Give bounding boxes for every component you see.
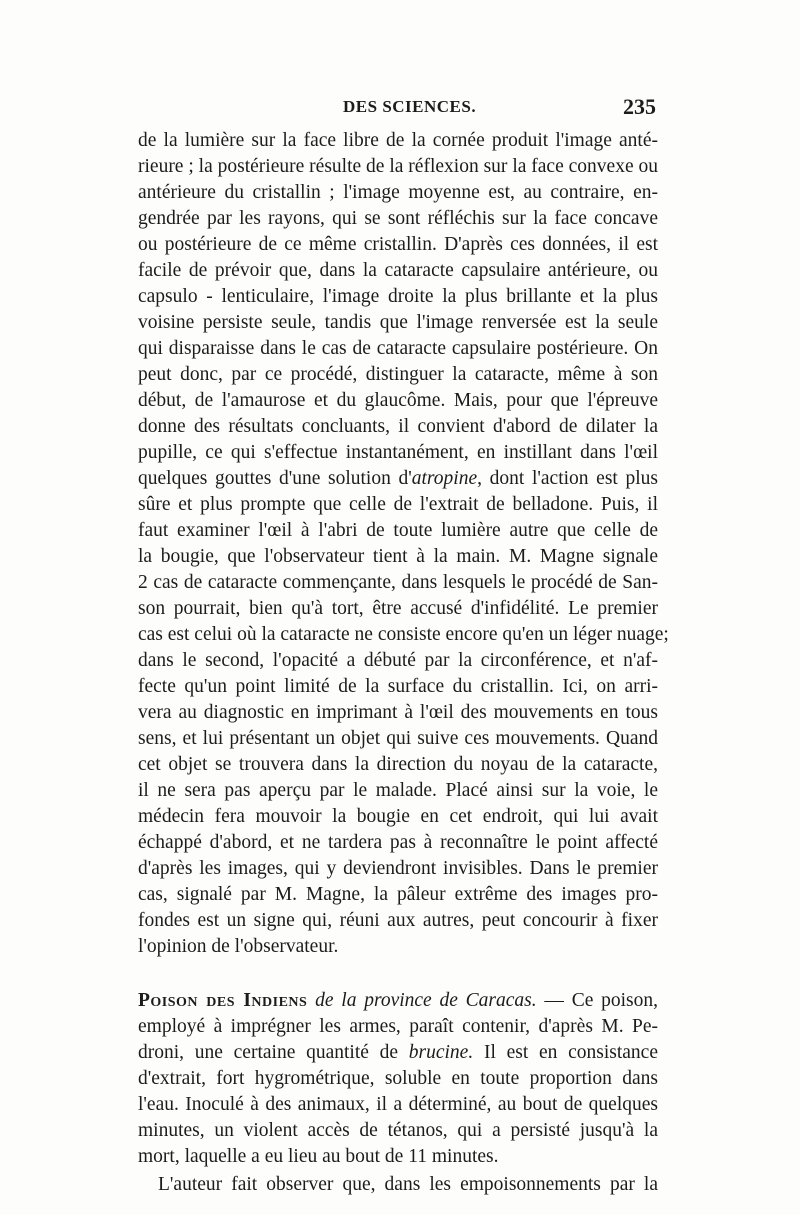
italic-term-brucine: brucine. [408,1042,474,1063]
text-line: ou postérieure de ce même cristallin. D'après ces données, il est [138,234,658,255]
text-line: qui disparaisse dans le cas de cataracte capsulaire postérieure. On [138,338,658,359]
text-line: l'eau. Inoculé à des animaux, il a déterminé, au bout de quelques [138,1094,658,1115]
text-line: d'extrait, fort hygrométrique, soluble en toute proportion dans [138,1068,658,1089]
text-line: faut examiner l'œil à l'abri de toute lumière autre que celle de [138,520,658,541]
text-line [138,1040,658,1066]
running-title: DES SCIENCES. [343,97,477,116]
text-fragment: Il est en consistance [473,1042,658,1063]
section-heading-line [138,988,658,1014]
text-line [138,466,658,492]
text-line: mort, laquelle a eu lieu au bout de 11 minutes. [138,1146,499,1167]
page-header [138,94,658,125]
text-line: dans le second, l'opacité a débuté par la circonférence, et n'af- [138,650,658,671]
italic-term-atropine: atropine [411,468,478,489]
text-fragment: quelques gouttes d'une solution d' [138,468,412,489]
text-line: gendrée par les rayons, qui se sont réfléchis sur la face concave [138,208,658,229]
section-heading-italic: de la province de Caracas. [315,990,537,1011]
text-line: fondes est un signe qui, réuni aux autres, peut concourir à fixer [138,910,658,931]
text-line: sûre et plus prompte que celle de l'extrait de belladone. Puis, il [138,494,658,515]
text-line: l'opinion de l'observateur. [138,936,339,957]
text-line: minutes, un violent accès de tétanos, qui a persisté jusqu'à la [138,1120,658,1141]
text-fragment: — Ce poison, [536,990,659,1011]
text-line: sens, et lui présentant un objet qui suive ces mouvements. Quand [138,728,658,749]
text-fragment: droni, une certaine quantité de [138,1042,409,1063]
text-line: cet objet se trouvera dans la direction du noyau de la cataracte, [138,754,658,775]
text-line: de la lumière sur la face libre de la cornée produit l'image anté- [138,130,658,151]
text-line: 2 cas de cataracte commençante, dans lesquels le procédé de San- [138,572,658,593]
text-line: antérieure du cristallin ; l'image moyenne est, au contraire, en- [138,182,658,203]
text-line: la bougie, que l'observateur tient à la main. M. Magne signale [138,546,658,567]
text-line: capsulo - lenticulaire, l'image droite la plus brillante et la plus [138,286,658,307]
text-line: employé à imprégner les armes, paraît contenir, d'après M. Pe- [138,1016,658,1037]
text-line: il ne sera pas aperçu par le malade. Placé ainsi sur la voie, le [138,780,658,801]
text-line: échappé d'abord, et ne tardera pas à reconnaître le point affecté [138,832,658,853]
section-heading: Poison des Indiens [138,990,308,1011]
text-line: donne des résultats concluants, il convient d'abord de dilater la [138,416,658,437]
text-line: son pourrait, bien qu'à tort, être accusé d'infidélité. Le premier [138,598,658,619]
text-line: fecte qu'un point limité de la surface du cristallin. Ici, on arri- [138,676,658,697]
text-line: L'auteur fait observer que, dans les empoisonnements par la [158,1174,658,1195]
text-line: début, de l'amaurose et du glaucôme. Mais, pour que l'épreuve [138,390,658,411]
text-line: rieure ; la postérieure résulte de la réflexion sur la face convexe ou [138,156,658,177]
page-number: 235 [623,94,656,119]
text-line: vera au diagnostic en imprimant à l'œil des mouvements en tous [138,702,658,723]
text-line: cas est celui où la cataracte ne consiste encore qu'en un léger nuage; [138,624,669,645]
text-fragment: , dont l'action est plus [477,468,658,489]
text-line: médecin fera mouvoir la bougie en cet endroit, qui lui avait [138,806,658,827]
text-line: facile de prévoir que, dans la cataracte capsulaire antérieure, ou [138,260,658,281]
text-line: d'après les images, qui y deviendront invisibles. Dans le premier [138,858,658,879]
text-line: peut donc, par ce procédé, distinguer la cataracte, même à son [138,364,658,385]
text-line: voisine persiste seule, tandis que l'image renversée est la seule [138,312,658,333]
text-line: cas, signalé par M. Magne, la pâleur extrême des images pro- [138,884,658,905]
text-line: pupille, ce qui s'effectue instantanément, en instillant dans l'œil [138,442,658,463]
